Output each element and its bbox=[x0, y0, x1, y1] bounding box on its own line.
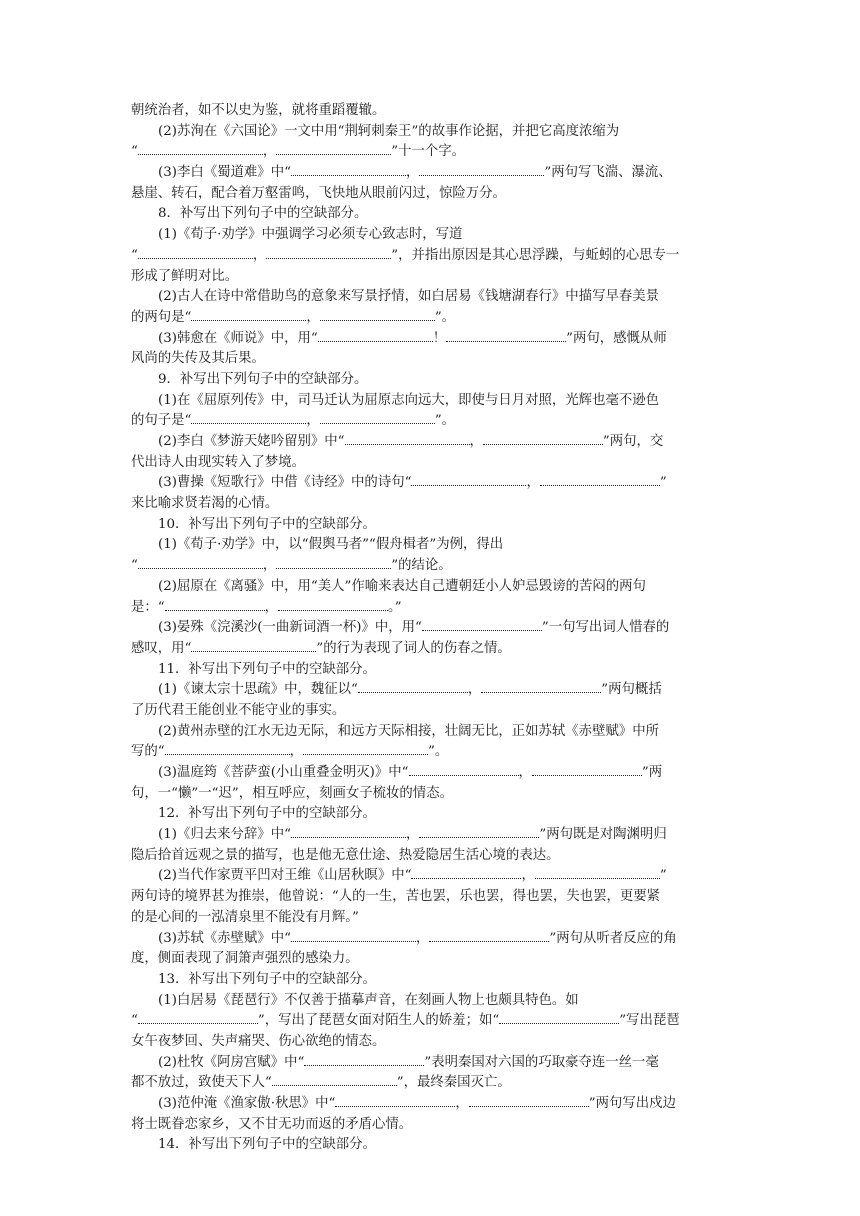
text: 两句诗的境界甚为推崇，他曾说：“人的一生，苦也罢，乐也罢，得也罢，失也罢，更要紧 bbox=[131, 889, 661, 905]
answer-blank[interactable] bbox=[335, 1094, 455, 1107]
answer-blank[interactable] bbox=[499, 1011, 619, 1024]
text: 13．补写出下列句子中的空缺部分。 bbox=[158, 971, 376, 987]
question-8-3 bbox=[131, 329, 733, 350]
text-line bbox=[131, 949, 733, 970]
text: ”两句既是对陶渊明归 bbox=[539, 827, 667, 843]
text: ， bbox=[289, 744, 304, 760]
document-page bbox=[131, 101, 733, 1156]
text: 14．补写出下列句子中的空缺部分。 bbox=[158, 1137, 376, 1153]
question-10-1 bbox=[131, 535, 733, 556]
text: 12．补写出下列句子中的空缺部分。 bbox=[158, 806, 376, 822]
text: (1)《谏太宗十思疏》中，魏征以“ bbox=[158, 682, 358, 698]
answer-blank[interactable] bbox=[165, 598, 265, 611]
text: (2)苏洵在《六国论》一文中用“荆轲刺秦王”的故事作论据，并把它高度浓缩为 bbox=[158, 123, 620, 139]
text: 是：“ bbox=[131, 599, 165, 615]
answer-blank[interactable] bbox=[138, 246, 253, 259]
question-8-1 bbox=[131, 225, 733, 246]
text: ， bbox=[415, 930, 430, 946]
answer-blank[interactable] bbox=[191, 639, 316, 652]
text: ” bbox=[659, 475, 667, 491]
text: (1)《荀子·劝学》中强调学习必须专心致志时，写道 bbox=[158, 227, 463, 243]
text: ”一句写出词人惜春的 bbox=[541, 620, 670, 636]
question-10-heading bbox=[131, 515, 733, 536]
question-13-2 bbox=[131, 1053, 733, 1074]
text: 风尚的失传及其后果。 bbox=[131, 351, 265, 367]
text-line bbox=[131, 308, 733, 329]
text: 的句子是“ bbox=[131, 413, 192, 429]
text-line bbox=[131, 1011, 733, 1032]
text: ”，并指出原因是其心思浮躁，与蚯蚓的心思专一 bbox=[391, 247, 680, 263]
text: ”两句，交 bbox=[602, 434, 664, 449]
text: ”两句写出戍边 bbox=[588, 1096, 676, 1111]
text-line bbox=[131, 887, 733, 908]
text: 。” bbox=[388, 599, 402, 615]
text: ”。 bbox=[434, 413, 456, 429]
text-line bbox=[131, 411, 733, 432]
text: 的两句是“ bbox=[131, 309, 192, 325]
answer-blank[interactable] bbox=[535, 866, 660, 879]
answer-blank[interactable] bbox=[409, 763, 519, 776]
text-line bbox=[131, 908, 733, 929]
answer-blank[interactable] bbox=[138, 556, 263, 569]
text: 8．补写出下列句子中的空缺部分。 bbox=[158, 206, 368, 222]
question-9-1 bbox=[131, 391, 733, 412]
text: (2)古人在诗中常借助鸟的意象来写景抒情，如白居易《钱塘湖春行》中描写早春美景 bbox=[158, 289, 660, 305]
question-7-3 bbox=[131, 163, 733, 184]
text: (2)黄州赤壁的江水无边无际，和远方天际相接，壮阔无比，正如苏轼《赤壁赋》中所 bbox=[158, 723, 660, 739]
text: (3)苏轼《赤壁赋》中“ bbox=[158, 930, 291, 946]
text: (1)在《屈原列传》中，司马迁认为屈原志向远大，即使与日月对照，光辉也毫不逊色 bbox=[158, 392, 660, 408]
question-12-3 bbox=[131, 929, 733, 950]
answer-blank[interactable] bbox=[291, 825, 406, 838]
text: 来比喻求贤若渴的心情。 bbox=[131, 496, 279, 512]
text: ”两句概括 bbox=[601, 682, 662, 698]
text: “ bbox=[131, 247, 138, 263]
answer-blank[interactable] bbox=[191, 411, 306, 424]
question-11-heading bbox=[131, 660, 733, 681]
question-9-2 bbox=[131, 432, 733, 453]
question-12-2 bbox=[131, 866, 733, 887]
text: ”，最终秦国灭亡。 bbox=[396, 1075, 511, 1091]
text: ， bbox=[262, 558, 277, 574]
text: 形成了鲜明对比。 bbox=[131, 268, 239, 284]
text-line bbox=[131, 742, 733, 763]
text: ， bbox=[405, 165, 420, 181]
text: (2)杜牧《阿房宫赋》中“ bbox=[158, 1054, 305, 1070]
text: (1)《归去来兮辞》中“ bbox=[158, 827, 291, 843]
text: “ bbox=[131, 558, 138, 574]
text: ”表明秦国对六国的巧取豪夺连一丝一毫 bbox=[424, 1054, 659, 1070]
text-line bbox=[131, 1115, 733, 1136]
answer-blank[interactable] bbox=[191, 308, 306, 321]
answer-blank[interactable] bbox=[483, 432, 603, 445]
text: ” bbox=[659, 868, 667, 884]
question-13-heading bbox=[131, 970, 733, 991]
answer-blank[interactable] bbox=[165, 742, 290, 755]
question-12-heading bbox=[131, 804, 733, 825]
text: (3)晏殊《浣溪沙(一曲新词酒一杯)》中，用“ bbox=[158, 620, 422, 636]
answer-blank[interactable] bbox=[411, 866, 521, 879]
text: ”两 bbox=[641, 765, 663, 780]
text: ”十一个字。 bbox=[391, 144, 466, 160]
answer-blank[interactable] bbox=[278, 598, 388, 611]
answer-blank[interactable] bbox=[276, 556, 391, 569]
answer-blank[interactable] bbox=[291, 929, 416, 942]
text: ， bbox=[405, 827, 420, 843]
text: “ bbox=[131, 144, 138, 160]
text-line bbox=[131, 639, 733, 660]
answer-blank[interactable] bbox=[320, 308, 435, 321]
answer-blank[interactable] bbox=[411, 473, 526, 486]
question-11-3 bbox=[131, 763, 733, 784]
text: (3)温庭筠《菩萨蛮(小山重叠金明灭)》中“ bbox=[158, 765, 409, 780]
answer-blank[interactable] bbox=[532, 763, 642, 776]
answer-blank[interactable] bbox=[419, 163, 544, 176]
text: ”写出琵琶 bbox=[619, 1013, 680, 1029]
text: 9．补写出下列句子中的空缺部分。 bbox=[158, 371, 368, 387]
text: 隐后拾首远观之景的描写，也是他无意仕途、热爱隐居生活心境的表达。 bbox=[131, 847, 560, 863]
answer-blank[interactable] bbox=[481, 680, 601, 693]
text: ”两句从听者反应的角 bbox=[549, 930, 677, 946]
text: ”的行为表现了词人的伤春之情。 bbox=[316, 640, 511, 656]
text: ， bbox=[518, 765, 532, 780]
answer-blank[interactable] bbox=[138, 142, 263, 155]
text: ， bbox=[521, 868, 535, 884]
text: (1)白居易《琵琶行》不仅善于描摹声音，在刻画人物上也颇具特色。如 bbox=[158, 992, 579, 1008]
text-line bbox=[131, 556, 733, 577]
answer-blank[interactable] bbox=[422, 618, 542, 631]
text-line bbox=[131, 1032, 733, 1053]
answer-blank[interactable] bbox=[345, 432, 470, 445]
answer-blank[interactable] bbox=[303, 742, 428, 755]
text: (3)范仲淹《渔家傲·秋思》中“ bbox=[158, 1096, 336, 1111]
text: (2)当代作家贾平凹对王维《山居秋暝》中“ bbox=[158, 868, 412, 884]
text-line bbox=[131, 349, 733, 370]
text: (1)《荀子·劝学》中，以“假舆马者”“假舟楫者”为例，得出 bbox=[158, 537, 504, 553]
text: ， bbox=[467, 682, 482, 698]
text: 女午夜梦回、失声痛哭、伤心欲绝的情态。 bbox=[131, 1033, 386, 1049]
text: ， bbox=[526, 475, 540, 491]
text: ， bbox=[306, 413, 320, 429]
question-11-1 bbox=[131, 680, 733, 701]
question-13-3 bbox=[131, 1094, 733, 1115]
question-8-2 bbox=[131, 287, 733, 308]
answer-blank[interactable] bbox=[446, 329, 566, 342]
answer-blank[interactable] bbox=[304, 1053, 424, 1066]
text-line bbox=[131, 846, 733, 867]
text: (2)李白《梦游天姥吟留别》中“ bbox=[158, 434, 345, 449]
question-9-heading bbox=[131, 370, 733, 391]
question-11-2 bbox=[131, 722, 733, 743]
text: 10．补写出下列句子中的空缺部分。 bbox=[158, 516, 376, 532]
answer-blank[interactable] bbox=[291, 163, 406, 176]
question-10-2 bbox=[131, 577, 733, 598]
text: (2)屈原在《离骚》中，用“美人”作喻来表达自己遭朝廷小人妒忌毁谤的苦闷的两句 bbox=[158, 578, 646, 594]
text: 朝统治者，如不以史为鉴，就将重蹈覆辙。 bbox=[131, 103, 386, 118]
answer-blank[interactable] bbox=[429, 929, 549, 942]
answer-blank[interactable] bbox=[272, 1073, 397, 1086]
text-line bbox=[131, 598, 733, 619]
text-line bbox=[131, 784, 733, 805]
text-line bbox=[131, 184, 733, 205]
question-9-3 bbox=[131, 473, 733, 494]
text: (3)曹操《短歌行》中借《诗经》中的诗句“ bbox=[158, 475, 412, 491]
text: 写的“ bbox=[131, 744, 165, 760]
text-line bbox=[131, 267, 733, 288]
text: ， bbox=[469, 434, 483, 449]
question-8-heading bbox=[131, 204, 733, 225]
text: ， bbox=[455, 1096, 469, 1111]
text-line bbox=[131, 453, 733, 474]
answer-blank[interactable] bbox=[138, 1011, 258, 1024]
answer-blank[interactable] bbox=[276, 142, 391, 155]
text-line bbox=[131, 701, 733, 722]
text: ！ bbox=[432, 330, 447, 346]
answer-blank[interactable] bbox=[320, 411, 435, 424]
text: 悬崖、转石，配合着万壑雷鸣，飞快地从眼前闪过，惊险万分。 bbox=[131, 185, 506, 201]
answer-blank[interactable] bbox=[358, 680, 468, 693]
text: 的是心间的一泓清泉里不能没有月辉。” bbox=[131, 909, 359, 925]
text: 了历代君王能创业不能守业的事实。 bbox=[131, 702, 346, 718]
text: ”，写出了琵琶女面对陌生人的娇羞；如“ bbox=[257, 1013, 500, 1029]
question-12-1 bbox=[131, 825, 733, 846]
question-13-1 bbox=[131, 991, 733, 1012]
text: 代出诗人由现实转入了梦境。 bbox=[131, 454, 306, 470]
question-14-heading bbox=[131, 1135, 733, 1156]
text-line bbox=[131, 494, 733, 515]
text: 度，侧面表现了洞箫声强烈的感染力。 bbox=[131, 951, 359, 967]
text: 将士既眷恋家乡，又不甘无功而返的矛盾心情。 bbox=[131, 1116, 413, 1132]
text: ”。 bbox=[434, 309, 456, 325]
question-10-3 bbox=[131, 618, 733, 639]
question-7-2 bbox=[131, 122, 733, 143]
text: ”。 bbox=[428, 744, 449, 760]
text: 都不放过，致使天下人“ bbox=[131, 1075, 272, 1091]
text: ， bbox=[262, 144, 277, 160]
answer-blank[interactable] bbox=[266, 246, 391, 259]
text: ”两句写飞湍、瀑流、 bbox=[544, 165, 672, 181]
answer-blank[interactable] bbox=[469, 1094, 589, 1107]
text: 感叹，用“ bbox=[131, 640, 192, 656]
text: ”两句，感慨从师 bbox=[566, 330, 667, 346]
text: (3)李白《蜀道难》中“ bbox=[158, 165, 291, 181]
answer-blank[interactable] bbox=[419, 825, 539, 838]
answer-blank[interactable] bbox=[540, 473, 660, 486]
text-line bbox=[131, 142, 733, 163]
text-line bbox=[131, 246, 733, 267]
answer-blank[interactable] bbox=[318, 329, 433, 342]
text-line bbox=[131, 101, 733, 122]
text: ， bbox=[264, 599, 279, 615]
text: (3)韩愈在《师说》中，用“ bbox=[158, 330, 318, 346]
text: 11．补写出下列句子中的空缺部分。 bbox=[158, 661, 376, 677]
text: ”的结论。 bbox=[391, 558, 452, 574]
text: ， bbox=[252, 247, 267, 263]
text: “ bbox=[131, 1013, 138, 1029]
text: ， bbox=[306, 309, 320, 325]
text: 句，一“懒”一“迟”，相互呼应，刻画女子梳妆的情态。 bbox=[131, 785, 453, 801]
text-line bbox=[131, 1073, 733, 1094]
